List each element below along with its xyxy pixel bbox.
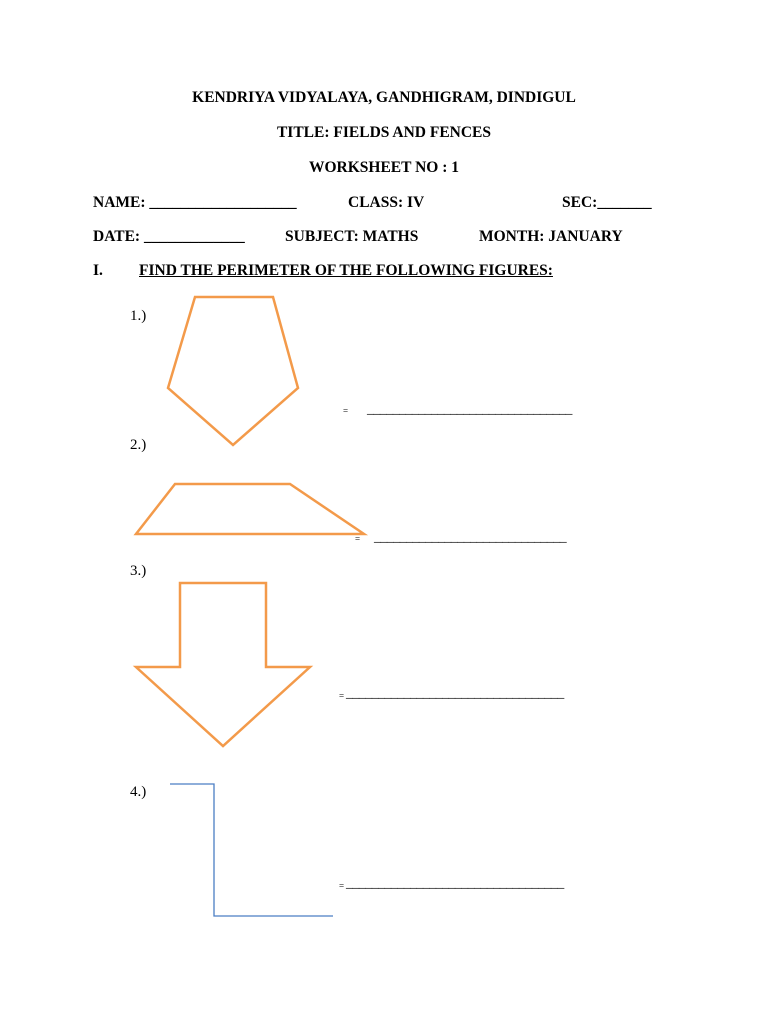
worksheet-number: WORKSHEET NO : 1 <box>308 159 459 176</box>
equals-sign-1: = <box>343 406 349 416</box>
month-label: MONTH: JANUARY <box>479 228 623 245</box>
worksheet-title: TITLE: FIELDS AND FENCES <box>276 124 492 141</box>
question-number: I. <box>93 262 103 279</box>
name-field[interactable]: NAME: ___________________ <box>93 194 297 211</box>
equals-sign-4: = <box>339 881 345 891</box>
trapezium-figure <box>136 484 364 534</box>
answer-line-4[interactable]: __________________________________ <box>346 876 564 891</box>
class-label: CLASS: IV <box>348 194 425 211</box>
school-name: KENDRIYA VIDYALAYA, GANDHIGRAM, DINDIGUL <box>192 89 576 106</box>
equals-sign-2: = <box>355 534 361 544</box>
figure-label-4: 4.) <box>130 784 147 800</box>
answer-line-1[interactable]: ________________________________ <box>367 402 572 417</box>
answer-line-2[interactable]: ______________________________ <box>374 530 567 545</box>
open-path-figure <box>170 784 333 916</box>
pentagon-figure <box>168 297 298 445</box>
subject-label: SUBJECT: MATHS <box>285 228 419 245</box>
question-text: FIND THE PERIMETER OF THE FOLLOWING FIGURES: <box>139 262 553 279</box>
arrow-figure <box>136 583 310 746</box>
answer-line-3[interactable]: __________________________________ <box>346 686 564 701</box>
figure-label-3: 3.) <box>130 563 147 579</box>
equals-sign-3: = <box>339 691 345 701</box>
date-field[interactable]: DATE: _____________ <box>93 228 245 245</box>
figure-label-2: 2.) <box>130 437 147 453</box>
section-field[interactable]: SEC:_______ <box>562 194 652 211</box>
figure-label-1: 1.) <box>130 308 147 324</box>
